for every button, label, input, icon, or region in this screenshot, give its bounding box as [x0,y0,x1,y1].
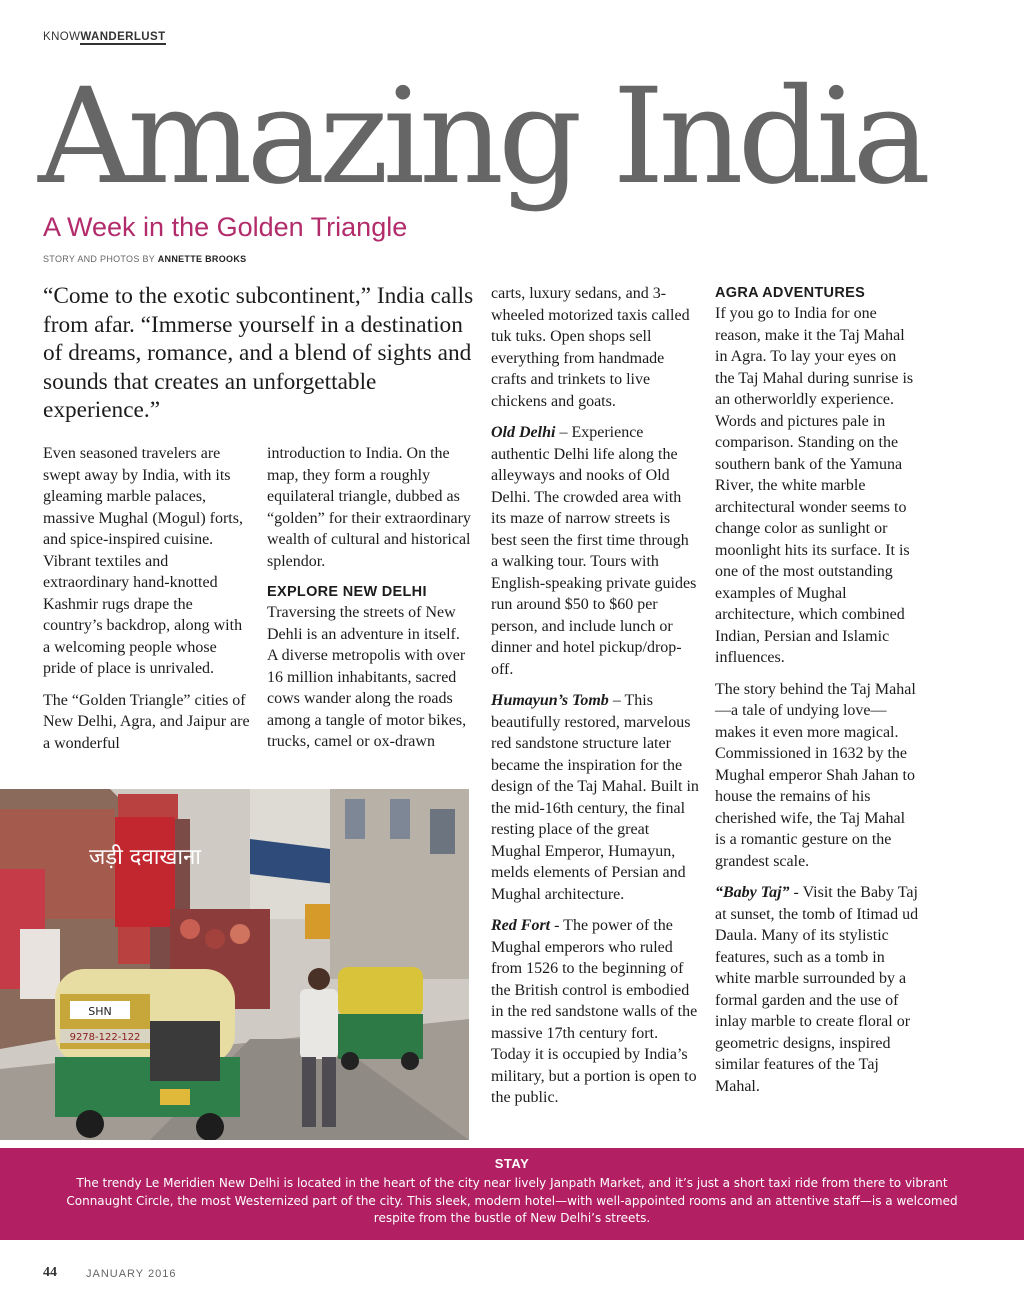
column-1 [43,443,253,764]
byline-author: ANNETTE BROOKS [157,254,247,264]
paragraph: Traversing the streets of New Dehli is an adventure in itself. A diverse metropolis with over 16 million inhabitants, sacred cows wander along the roads among a tangle of motor bikes, trucks, camel or ox-drawn [267,604,467,750]
kicker-know: KNOW [43,31,81,43]
stay-banner [0,1148,1024,1240]
byline [43,254,246,264]
page-title: Amazing India [38,60,925,214]
rickshaw-phone-text: 9278-122-122 [69,1032,141,1043]
street-scene-illustration [0,789,469,1140]
paragraph-old-delhi [491,422,699,680]
pull-quote: “Come to the exotic subcontinent,” India calls from afar. “Immerse yourself in a destination of dreams, romance, and a blend of sights and sounds that creates an unforgettable experience.” [43,283,474,424]
column-3 [491,283,699,1119]
street-photo [0,789,469,1140]
page-subtitle: A Week in the Golden Triangle [43,212,408,242]
lead-in: Humayun’s Tomb [491,692,609,709]
paragraph-red-fort [491,915,699,1109]
body-text: – Experience authentic Delhi life along the alleyways and nooks of Old Delhi. The crowded area with its maze of narrow streets is best seen the first time through a walking tour. Tours with English-speaking private guides run around $50 to $60 per person, and include lunch or dinner and hotel pickup/drop-off. [491,424,697,678]
body-text: - The power of the Mughal emperors who ruled from 1526 to the beginning of the British control is embodied in the red sandstone walls of the massive 17th century fort. Today it is occupied by India’s military, but a portion is open to the public. [491,917,698,1106]
body-text: - Visit the Baby Taj at sunset, the tomb of Itimad ud Daula. Many of its stylistic features, such as a tomb in white marble surrounded by a formal garden and the use of inlay marble to create floral or geometric designs, inspired similar features of the Taj Mahal. [715,884,919,1095]
section-kicker [43,31,166,43]
rickshaw-plate-text: SHN [88,1005,112,1018]
section-heading-agra-adventures: AGRA ADVENTURES [715,285,866,301]
paragraph-baby-taj [715,882,919,1097]
paragraph: The story behind the Taj Mahal—a tale of undying love—makes it even more magical. Commissioned in 1632 by the Mughal emperor Shah Jahan to house the remains of his cherished wife, the Taj Mahal is a romantic gesture on the grandest scale. [715,680,916,870]
byline-prefix: STORY AND PHOTOS BY [43,254,155,264]
column-2 [267,443,472,763]
lead-in: Old Delhi [491,424,556,441]
section-heading-explore-new-delhi: EXPLORE NEW DELHI [267,584,427,600]
paragraph: introduction to India. On the map, they form a roughly equilateral triangle, dubbed as “golden” for their extraordinary wealth of cultural and historical splendor. [267,445,471,570]
hindi-sign-text: जड़ी दवाखाना [89,845,201,870]
lead-in: “Baby Taj” [715,884,790,901]
kicker-wanderlust: WANDERLUST [80,31,166,43]
column-4 [715,283,919,1107]
lead-in: Red Fort [491,917,551,934]
paragraph-humayuns-tomb [491,690,699,905]
body-text: – This beautifully restored, marvelous red sandstone structure later became the inspiration for the design of the Taj Mahal. Built in the mid-16th century, the final resting place of the great Mughal Emperor, Humayun, melds elements of Persian and Mughal architecture. [491,692,699,903]
paragraph: carts, luxury sedans, and 3-wheeled motorized taxis called tuk tuks. Open shops sell everything from handmade crafts and trinkets to live chickens and goats. [491,285,690,410]
paragraph: Even seasoned travelers are swept away by India, with its gleaming marble palaces, massive Mughal (Mogul) forts, and spice-inspired cuisine. Vibrant textiles and extraordinary hand-knotted Kashmir rugs drape the country’s backdrop, along with a welcoming people whose pride of place is unrivaled. [43,445,243,677]
paragraph: If you go to India for one reason, make it the Taj Mahal in Agra. To lay your eyes on the Taj Mahal during sunrise is an otherworldly experience. Words and pictures pale in comparison. Standing on the southern bank of the Yamuna River, the white marble architectural wonder seems to change color as sunlight or moonlight hits its surface. It is one of the most outstanding examples of Mughal architecture, which combined Indian, Persian and Islamic influences. [715,305,914,666]
stay-title: STAY [494,1156,530,1171]
stay-text: The trendy Le Meridien New Delhi is located in the heart of the city near lively Janpath Market, and it’s just a short taxi ride from there to vibrant Connaught Circle, the most Westernized part of the city. This sleek, modern hotel—with well-appointed rooms and an attentive staff—is a welcomed respite from the bustle of New Delhi’s streets. [66,1176,958,1225]
page-number: 44 [43,1265,57,1280]
issue-date: JANUARY 2016 [86,1268,177,1280]
paragraph: The “Golden Triangle” cities of New Delhi, Agra, and Jaipur are a wonderful [43,691,250,752]
